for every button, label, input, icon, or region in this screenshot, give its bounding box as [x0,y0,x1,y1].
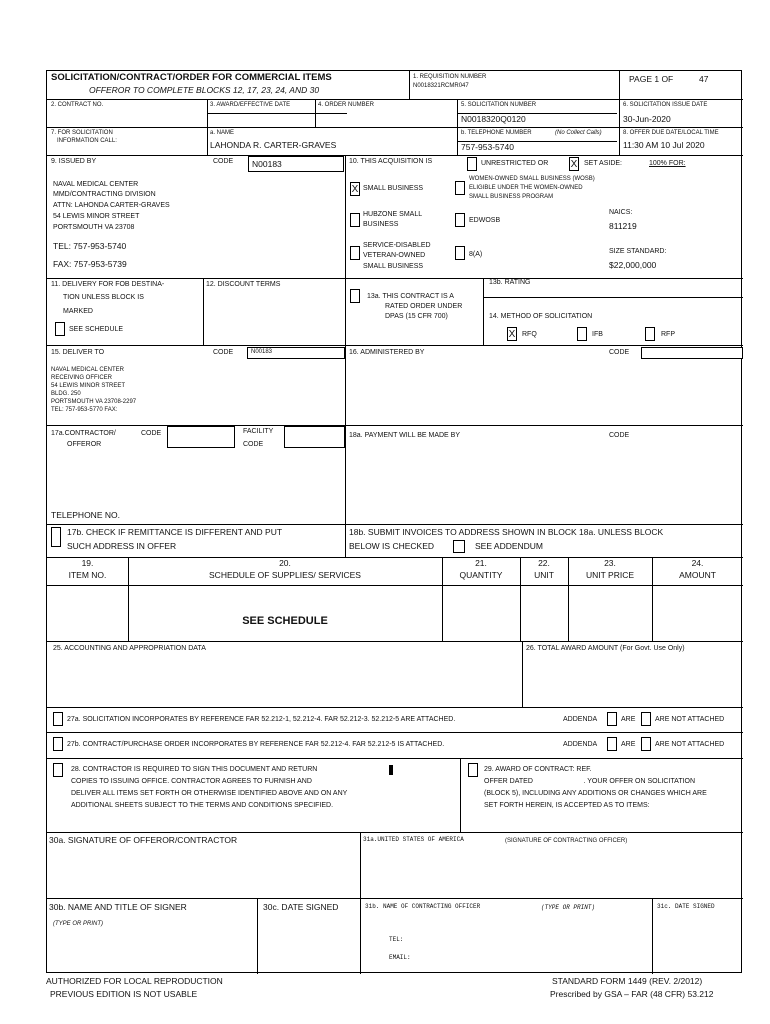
see-schedule-label: SEE SCHEDULE [69,326,124,333]
phone-label: b. TELEPHONE NUMBER [461,130,532,136]
contractor-code-box[interactable] [167,426,235,448]
requisition-label: 1. REQUISITION NUMBER [413,74,487,80]
issued-fax: FAX: 757-953-5739 [53,259,127,269]
signer-name-note: (TYPE OR PRINT) [53,921,104,927]
rfp-label: RFP [661,331,675,338]
rfp-checkbox[interactable] [645,327,655,341]
edwosb-label: EDWOSB [469,217,501,224]
size-standard: $22,000,000 [609,260,657,270]
form-title: SOLICITATION/CONTRACT/ORDER FOR COMMERCIAL ITEMS [51,72,332,83]
contractor-label-2: OFFEROR [67,441,102,448]
deliver-line: RECEIVING OFFICER [51,375,113,381]
col-item-name: ITEM NO. [68,570,107,580]
issue-date-label: 6. SOLICITATION ISSUE DATE [623,102,708,108]
deliver-line: TEL: 757-953-5770 FAX: [51,407,118,413]
far-27b-addenda: ADDENDA [563,741,598,748]
far-27b-are-not: ARE NOT ATTACHED [655,741,725,748]
offeror-signature-label: 30a. SIGNATURE OF OFFEROR/CONTRACTOR [49,835,238,845]
sign-required-checkbox[interactable] [53,763,63,777]
naics-code: 811219 [609,221,637,231]
contractor-code-label: CODE [141,430,162,437]
signer-name-label: 30b. NAME AND TITLE OF SIGNER [49,902,187,912]
rating-label: 13b. RATING [489,279,531,286]
rated-order-label: 13a. THIS CONTRACT IS A [367,293,454,300]
contracting-officer-note: (TYPE OR PRINT) [541,904,596,911]
set-aside-percent: 100% FOR: [649,160,686,167]
administered-by-label: 16. ADMINISTERED BY [349,349,425,356]
award-text: OFFER DATED . YOUR OFFER ON SOLICITATION [484,778,696,785]
small-business-checkbox[interactable]: X [351,184,359,195]
small-business-label: SMALL BUSINESS [363,185,424,192]
sign-required-text: ADDITIONAL SHEETS SUBJECT TO THE TERMS AND CONDITIONS SPECIFIED. [71,802,334,809]
total-award-label: 26. TOTAL AWARD AMOUNT (For Govt. Use Only) [526,645,685,652]
footer-form-number: STANDARD FORM 1449 (REV. 2/2012) [552,976,703,986]
far-27b-are: ARE [621,741,636,748]
set-aside-label: SET ASIDE: [584,160,622,167]
far-27a-are-not-checkbox[interactable] [641,712,651,726]
col-quantity-num: 21. [475,558,487,568]
rated-order-label: DPAS (15 CFR 700) [385,313,448,320]
far-27a-are-not: ARE NOT ATTACHED [655,716,725,723]
page-total: 47 [699,74,709,84]
officer-date-label: 31c. DATE SIGNED [657,903,715,910]
discount-terms-label: 12. DISCOUNT TERMS [206,281,281,288]
offer-due-label: 8. OFFER DUE DATE/LOCAL TIME [623,130,719,136]
rated-order-checkbox[interactable] [350,289,360,303]
name-label: a. NAME [210,130,235,136]
far-27a-addenda: ADDENDA [563,716,598,723]
wosb-label: SMALL BUSINESS PROGRAM [469,194,554,200]
col-unit-name: UNIT [534,570,554,580]
sdvosb-checkbox[interactable] [350,246,360,260]
see-schedule-text: SEE SCHEDULE [242,615,328,627]
usa-signature-label: 31a.UNITED STATES OF AMERICA [363,836,464,843]
wosb-label: ELIGIBLE UNDER THE WOMEN-OWNED [469,185,583,191]
facility-code-label: FACILITY [243,428,274,435]
award-date-label: 3. AWARD/EFFECTIVE DATE [210,102,291,108]
far-27a-are: ARE [621,716,636,723]
edwosb-checkbox[interactable] [455,213,465,227]
col-amount-num: 24. [691,558,704,568]
issued-line: MMD/CONTRACTING DIVISION [53,191,156,198]
phone-note: (No Collect Calls) [555,130,602,136]
wosb-label: WOMEN-OWNED SMALL BUSINESS (WOSB) [469,176,595,182]
rfq-checkbox[interactable]: X [508,329,516,340]
deliver-line: NAVAL MEDICAL CENTER [51,367,125,373]
telephone-label: TELEPHONE NO. [51,510,120,520]
hubzone-label: HUBZONE SMALL [363,211,423,218]
footer-reproduction: AUTHORIZED FOR LOCAL REPRODUCTION [46,976,223,986]
solicitation-info-label: 7. FOR SOLICITATION [51,130,113,136]
eight-a-label: 8(A) [469,251,483,258]
issued-tel: TEL: 757-953-5740 [53,241,127,251]
rfq-label: RFQ [522,331,537,338]
far-27b-are-checkbox[interactable] [607,737,617,751]
facility-code-box[interactable] [284,426,345,448]
col-quantity-name: QUANTITY [459,570,503,580]
accounting-label: 25. ACCOUNTING AND APPROPRIATION DATA [53,645,206,652]
issued-line: ATTN: LAHONDA CARTER-GRAVES [53,202,170,209]
issued-line: NAVAL MEDICAL CENTER [53,181,139,188]
issued-code: N00183 [252,159,282,169]
deliver-line: 54 LEWIS MINOR STREET [51,383,126,389]
sdvosb-label: SERVICE-DISABLED [363,242,431,249]
administered-code-box [641,347,743,359]
size-standard-label: SIZE STANDARD: [609,248,667,255]
fob-label: 11. DELIVERY FOR FOB DESTINA- [51,281,165,288]
contact-name: LAHONDA R. CARTER-GRAVES [210,140,337,150]
hubzone-label: BUSINESS [363,221,399,228]
award-text: 29. AWARD OF CONTRACT: REF. [484,766,592,773]
deliver-code-label: CODE [213,349,234,356]
order-number-label: 4. ORDER NUMBER [318,102,375,108]
sf1449-form [46,70,742,973]
sign-required-text: 28. CONTRACTOR IS REQUIRED TO SIGN THIS DOCUMENT AND RETURN [71,766,318,773]
col-unit-num: 22. [538,558,550,568]
award-text: SET FORTH HEREIN, IS ACCEPTED AS TO ITEMS: [484,802,650,809]
ifb-checkbox[interactable] [577,327,587,341]
col-price-name: UNIT PRICE [585,570,635,580]
unrestricted-checkbox[interactable] [467,157,477,171]
naics-label: NAICS: [609,209,633,216]
requisition-number: N0018321RCMR047 [413,83,469,89]
addendum-checkbox[interactable] [453,540,465,553]
facility-code-label-2: CODE [243,441,264,448]
far-27b-text: 27b. CONTRACT/PURCHASE ORDER INCORPORATES BY REFERENCE FAR 52.212-4. FAR 52.212-5 IS ATTACHED. [67,741,445,748]
far-27b-are-not-checkbox[interactable] [641,737,651,751]
col-amount-name: AMOUNT [679,570,716,580]
payment-code-label: CODE [609,432,630,439]
ifb-label: IFB [592,331,603,338]
contract-no-label: 2. CONTRACT NO. [51,102,104,108]
invoice-label-2: BELOW IS CHECKED [349,541,435,551]
administered-code-label: CODE [609,349,630,356]
remittance-label-2: SUCH ADDRESS IN OFFER [67,541,177,551]
fob-label: TION UNLESS BLOCK IS [63,294,144,301]
deliver-code: N00183 [251,349,273,355]
sdvosb-label: VETERAN-OWNED [363,252,426,259]
contractor-label: 17a.CONTRACTOR/ [51,430,116,437]
wosb-checkbox[interactable] [455,181,465,195]
far-27a-checkbox[interactable] [53,712,63,726]
unrestricted-label: UNRESTRICTED OR [481,160,549,167]
acquisition-label: 10. THIS ACQUISITION IS [349,158,433,165]
officer-email: EMAIL: [389,954,411,961]
deliver-line: PORTSMOUTH VA 23708-2297 [51,399,137,405]
contracting-officer-label: 31b. NAME OF CONTRACTING OFFICER [365,903,481,910]
payment-label: 18a. PAYMENT WILL BE MADE BY [349,432,460,439]
redaction-mark [389,765,393,775]
fob-label: MARKED [63,308,93,315]
col-schedule-num: 20. [279,558,291,568]
issue-date: 30-Jun-2020 [623,114,671,124]
addendum-label: SEE ADDENDUM [475,541,544,551]
solicitation-number-label: 5. SOLICITATION NUMBER [461,102,537,108]
deliver-to-label: 15. DELIVER TO [51,349,105,356]
contact-phone: 757-953-5740 [461,142,514,152]
set-aside-checkbox[interactable]: X [570,159,578,170]
method-label: 14. METHOD OF SOLICITATION [489,313,593,320]
footer-previous-edition: PREVIOUS EDITION IS NOT USABLE [50,989,198,999]
deliver-line: BLDG. 250 [51,391,81,397]
issued-line: 54 LEWIS MINOR STREET [53,213,140,220]
footer-prescribed-by: Prescribed by GSA – FAR (48 CFR) 53.212 [550,989,714,999]
issued-code-label: CODE [213,158,234,165]
usa-signature-note: (SIGNATURE OF CONTRACTING OFFICER) [505,838,628,844]
far-27b-checkbox[interactable] [53,737,63,751]
col-price-num: 23. [604,558,616,568]
rated-order-label: RATED ORDER UNDER [385,303,463,310]
officer-tel: TEL: [389,936,404,943]
sign-required-text: DELIVER ALL ITEMS SET FORTH OR OTHERWISE IDENTIFIED ABOVE AND ON ANY [71,790,348,797]
see-schedule-checkbox[interactable] [55,322,65,336]
offer-due-date: 11:30 AM 10 Jul 2020 [623,140,705,150]
date-signed-label: 30c. DATE SIGNED [263,902,339,912]
issued-by-label: 9. ISSUED BY [51,158,97,165]
solicitation-number: N0018320Q0120 [461,114,526,124]
issued-line: PORTSMOUTH VA 23708 [53,224,135,231]
remittance-checkbox[interactable] [51,527,61,547]
invoice-label: 18b. SUBMIT INVOICES TO ADDRESS SHOWN IN BLOCK 18a. UNLESS BLOCK [349,527,664,537]
award-text: (BLOCK 5), INCLUDING ANY ADDITIONS OR CHANGES WHICH ARE [484,790,707,797]
remittance-label: 17b. CHECK IF REMITTANCE IS DIFFERENT AND PUT [67,527,283,537]
far-27a-text: 27a. SOLICITATION INCORPORATES BY REFERENCE FAR 52.212-1, 52.212-4. FAR 52.212-3. 52.212-5 ARE ATTACHED. [67,716,456,723]
eight-a-checkbox[interactable] [455,246,465,260]
award-checkbox[interactable] [468,763,478,777]
col-item-num: 19. [81,558,94,568]
sdvosb-label: SMALL BUSINESS [363,263,424,270]
col-schedule-name: SCHEDULE OF SUPPLIES/ SERVICES [209,570,361,580]
sign-required-text: COPIES TO ISSUING OFFICE. CONTRACTOR AGREES TO FURNISH AND [71,778,312,785]
hubzone-checkbox[interactable] [350,213,360,227]
far-27a-are-checkbox[interactable] [607,712,617,726]
page-label: PAGE 1 OF [629,74,674,84]
form-subtitle: OFFEROR TO COMPLETE BLOCKS 12, 17, 23, 24, AND 30 [89,85,320,95]
solicitation-info-label-2: INFORMATION CALL: [57,138,117,144]
